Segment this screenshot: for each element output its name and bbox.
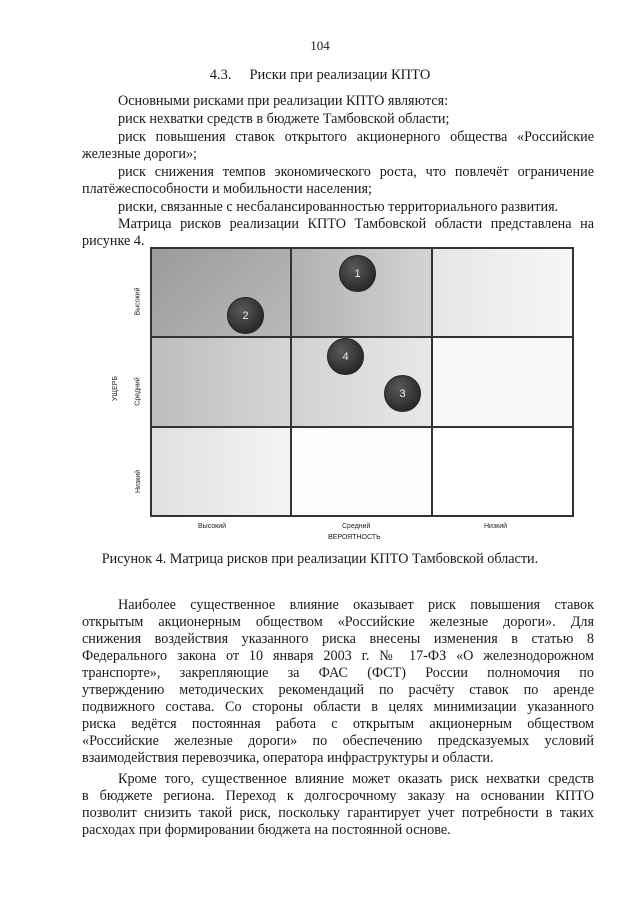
paragraph-line: транспорте», закрепляющие за ФАС (ФСТ) России полномочия по (82, 665, 594, 681)
page-number: 104 (310, 38, 330, 53)
intro-line: риск снижения темпов экономического роста, что повлечёт ограничение (118, 164, 594, 180)
y-level-label: Высокий (134, 287, 142, 316)
matrix-cell (432, 427, 573, 516)
intro-line: железные дороги»; (82, 146, 197, 162)
intro-line: Основными рисками при реализации КПТО являются: (118, 93, 449, 109)
paragraph-line: открытым акционерным обществом «Российские железные дороги». Для (82, 614, 594, 630)
paragraph-line: Наиболее существенное влияние оказывает риск повышения ставок (118, 597, 594, 613)
paragraph-line: риска ведётся постоянная работа с открытым акционерным обществом (82, 716, 594, 732)
x-axis-title: ВЕРОЯТНОСТЬ (328, 534, 381, 541)
paragraph-line: взаимодействия перевозчика, оператора инфраструктуры и области. (82, 750, 494, 766)
intro-line: платёжеспособности и мобильности населения; (82, 181, 372, 197)
y-level-label: Низкий (135, 469, 143, 494)
risk-marker: 1 (339, 255, 376, 292)
matrix-cell (151, 248, 291, 337)
paragraph-line: утверждению методических рекомендаций по расчёту ставок по аренде (82, 682, 594, 698)
risk-marker: 4 (327, 338, 364, 375)
section-title: Риски при реализации КПТО (249, 67, 431, 83)
intro-line: риск повышения ставок открытого акционерного общества «Российские (118, 129, 594, 145)
x-level-label: Средний (342, 523, 371, 530)
section-number: 4.3. (209, 67, 232, 83)
intro-line: риск нехватки средств в бюджете Тамбовской области; (118, 111, 450, 127)
risk-marker: 2 (227, 297, 264, 334)
paragraph-line: снижения воздействия указанного риска внесены изменения в статью 8 (82, 631, 594, 647)
intro-line: риски, связанные с несбалансированностью территориального развития. (118, 199, 559, 215)
intro-line: Матрица рисков реализации КПТО Тамбовской области представлена на (118, 216, 594, 232)
risk-marker: 3 (384, 375, 421, 412)
matrix-cell (432, 248, 573, 337)
paragraph-line: подвижного состава. Со стороны области в целях минимизации указанного (82, 699, 594, 715)
x-level-label: Низкий (484, 523, 508, 530)
matrix-cell (291, 427, 432, 516)
matrix-cell (151, 337, 291, 427)
y-axis-title: УЩЕРБ (111, 376, 119, 401)
paragraph-line: Кроме того, существенное влияние может оказать риск нехватки средств (118, 771, 594, 787)
paragraph-line: позволит снизить такой риск, поскольку гарантирует учет потребности в таких (82, 805, 594, 821)
intro-line: рисунке 4. (82, 233, 145, 249)
figure-caption: Рисунок 4. Матрица рисков при реализации КПТО Тамбовской области. (101, 551, 539, 567)
paragraph-line: «Российские железные дороги» по обеспечению предсказуемых условий (82, 733, 594, 749)
section-heading (0, 67, 640, 84)
matrix-cell (151, 427, 291, 516)
paragraph-line: расходах при формировании бюджета на постоянной основе. (82, 822, 451, 838)
paragraph-line: Федерального закона от 10 января 2003 г. № 17-ФЗ «О железнодорожном (82, 648, 594, 664)
risk-matrix-grid (150, 247, 574, 517)
y-level-label: Средний (134, 377, 142, 406)
matrix-cell (432, 337, 573, 427)
paragraph-line: в бюджете региона. Переход к долгосрочному заказу на основании КПТО (82, 788, 594, 804)
x-level-label: Высокий (198, 523, 227, 530)
